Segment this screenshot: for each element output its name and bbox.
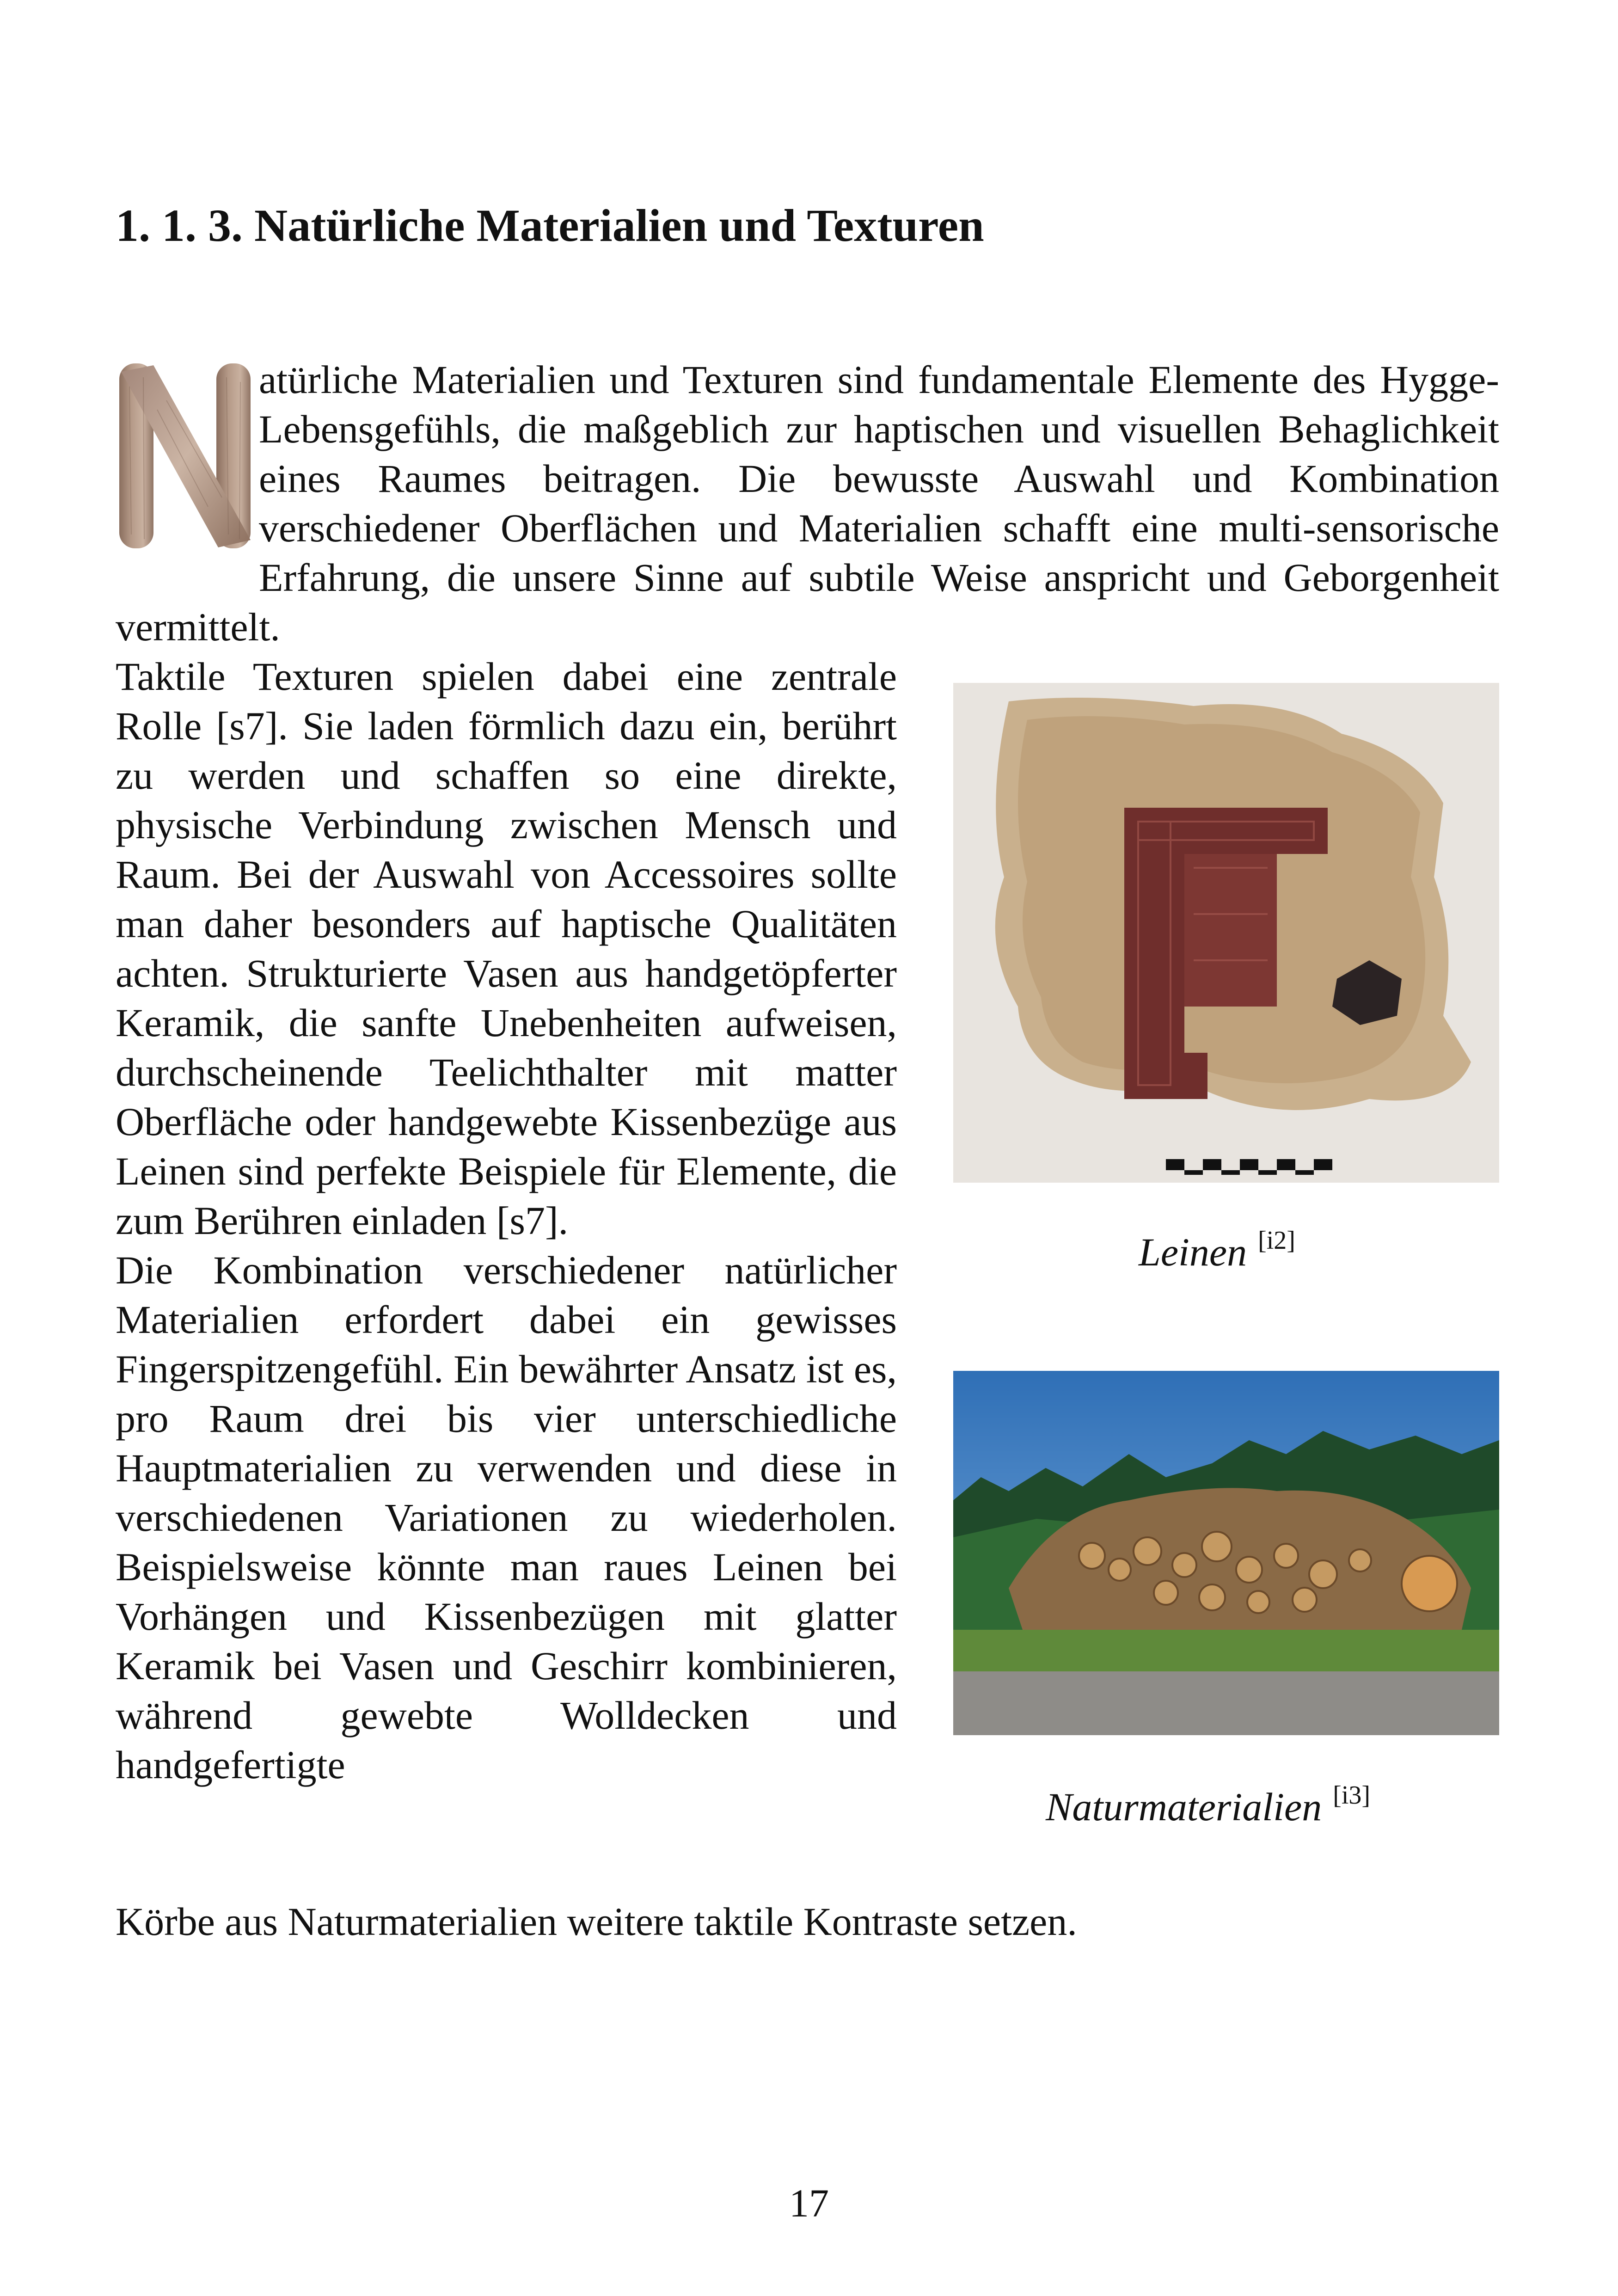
linen-textile-image [953, 683, 1499, 1183]
caption-text: Naturmaterialien [1046, 1785, 1322, 1829]
caption-text: Leinen [1139, 1230, 1247, 1274]
image-reference: [i2] [1258, 1226, 1295, 1255]
page-number: 17 [789, 2181, 829, 2225]
intro-text: atürliche Materialien und Texturen sind fundamentale Elemente des Hygge-Lebensgefühls, die maßgeblich zur haptischen und visuellen Behaglichkeit eines Raumes beitragen. Die bewusste Auswahl und Kombination verschiedener Oberflächen und Materialien schafft eine multi-sensorische Erfahrung, die unsere Sinne auf subtile Weise anspricht und Geborgenheit vermittelt. [116, 357, 1499, 649]
intro-paragraph [116, 355, 1499, 652]
text-column [116, 652, 897, 1790]
fur-letter-n-image [116, 359, 254, 553]
figure-caption-natural-materials [1046, 1781, 1371, 1829]
paragraph-tactile-textures: Taktile Texturen spielen dabei eine zentrale Rolle [s7]. Sie laden förmlich dazu ein, berührt zu werden und schaffen so eine direkte, physische Verbindung zwischen Mensch und Raum. Bei der Auswahl von Accessoires sollte man daher besonders auf haptische Qualitäten achten. Strukturierte Vasen aus handgetöpferter Keramik, die sanfte Unebenheiten aufweisen, durchscheinende Teelichthalter mit matter Oberfläche oder handgewebte Kissenbezüge aus Leinen sind perfekte Beispiele für Elemente, die zum Berühren einladen [s7]. [116, 654, 897, 1243]
paragraph-closing-line: Körbe aus Naturmaterialien weitere taktile Kontraste setzen. [116, 1899, 1077, 1944]
image-reference: [i3] [1333, 1781, 1371, 1810]
paragraph-material-combination: Die Kombination verschiedener natürlicher Materialien erfordert dabei ein gewisses Fingerspitzengefühl. Ein bewährter Ansatz ist es, pro Raum drei bis vier unterschiedliche Hauptmaterialien zu verwenden und diese in verschiedenen Variationen zu wiederholen. Beispielsweise könnte man raues Leinen bei Vorhängen und Kissenbezügen mit glatter Keramik bei Vasen und Geschirr kombinieren, während gewebte Wolldecken und handgefertigte [116, 1248, 897, 1787]
drop-cap [116, 359, 259, 560]
natural-materials-image [953, 1371, 1499, 1735]
section-heading: 1. 1. 3. Natürliche Materialien und Texturen [116, 200, 984, 251]
figure-caption-linen [1139, 1226, 1295, 1274]
